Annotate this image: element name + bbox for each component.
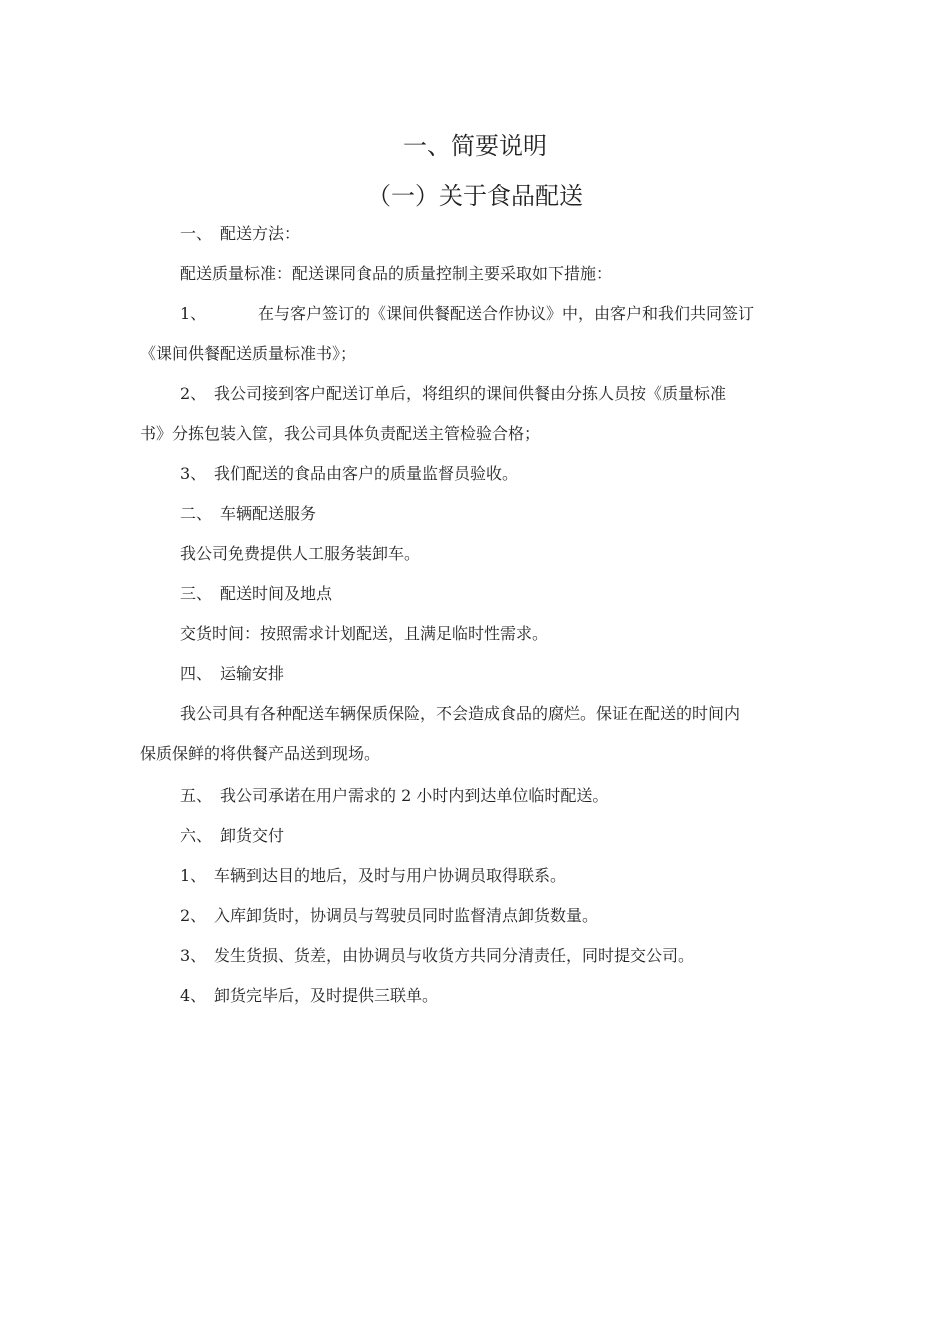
section-number: 二、	[180, 504, 213, 523]
section-4-text-line-2: 保质保鲜的将供餐产品送到现场。	[140, 744, 381, 763]
section-title: 卸货交付	[220, 826, 285, 845]
item-2-line-2: 书》分拣包装入筐，我公司具体负责配送主管检验合格；	[140, 424, 541, 443]
item-text: 我公司接到客户配送订单后，将组织的课间供餐由分拣人员按《质量标准	[214, 384, 727, 403]
quality-intro: 配送质量标准：配送课同食品的质量控制主要采取如下措施：	[180, 264, 613, 283]
section-title: 车辆配送服务	[220, 504, 317, 523]
section-4-text-line-1: 我公司具有各种配送车辆保质保险，不会造成食品的腐烂。保证在配送的时间内	[180, 704, 741, 723]
item-2-line-1	[180, 383, 726, 405]
section-title: 运输安排	[220, 664, 285, 683]
list-item	[180, 985, 438, 1007]
section-6-heading	[180, 825, 284, 847]
item-3	[180, 463, 518, 485]
list-item	[180, 945, 694, 967]
section-2-text: 我公司免费提供人工服务装卸车。	[180, 544, 421, 563]
item-number: 1、	[180, 304, 207, 323]
item-1-line-1	[180, 303, 754, 325]
item-number: 3、	[180, 464, 207, 483]
item-number: 1、	[180, 866, 207, 885]
item-text: 发生货损、货差，由协调员与收货方共同分清责任，同时提交公司。	[214, 946, 695, 965]
main-heading: 一、简要说明	[403, 132, 547, 160]
section-1-heading	[180, 223, 300, 245]
item-number: 2、	[180, 906, 207, 925]
item-number: 4、	[180, 986, 207, 1005]
item-number: 3、	[180, 946, 207, 965]
sub-heading: （一）关于食品配送	[367, 182, 583, 210]
section-text: 我公司承诺在用户需求的 2 小时内到达单位临时配送。	[220, 786, 609, 805]
list-item	[180, 865, 566, 887]
item-number: 2、	[180, 384, 207, 403]
section-number: 一、	[180, 224, 213, 243]
section-4-heading	[180, 663, 284, 685]
item-text: 入库卸货时，协调员与驾驶员同时监督清点卸货数量。	[214, 906, 599, 925]
section-number: 五、	[180, 786, 213, 805]
section-number: 四、	[180, 664, 213, 683]
item-text: 卸货完毕后，及时提供三联单。	[214, 986, 439, 1005]
section-number: 六、	[180, 826, 213, 845]
item-text: 车辆到达目的地后，及时与用户协调员取得联系。	[214, 866, 567, 885]
item-text: 我们配送的食品由客户的质量监督员验收。	[214, 464, 519, 483]
section-3-text: 交货时间：按照需求计划配送，且满足临时性需求。	[180, 624, 549, 643]
section-title: 配送方法：	[220, 224, 301, 243]
section-number: 三、	[180, 584, 213, 603]
section-5	[180, 785, 608, 807]
section-title: 配送时间及地点	[220, 584, 333, 603]
section-3-heading	[180, 583, 332, 605]
item-1-line-2: 《课间供餐配送质量标准书》；	[140, 344, 357, 363]
list-item	[180, 905, 598, 927]
item-text: 在与客户签订的《课间供餐配送合作协议》中，由客户和我们共同签订	[258, 304, 755, 323]
section-2-heading	[180, 503, 316, 525]
